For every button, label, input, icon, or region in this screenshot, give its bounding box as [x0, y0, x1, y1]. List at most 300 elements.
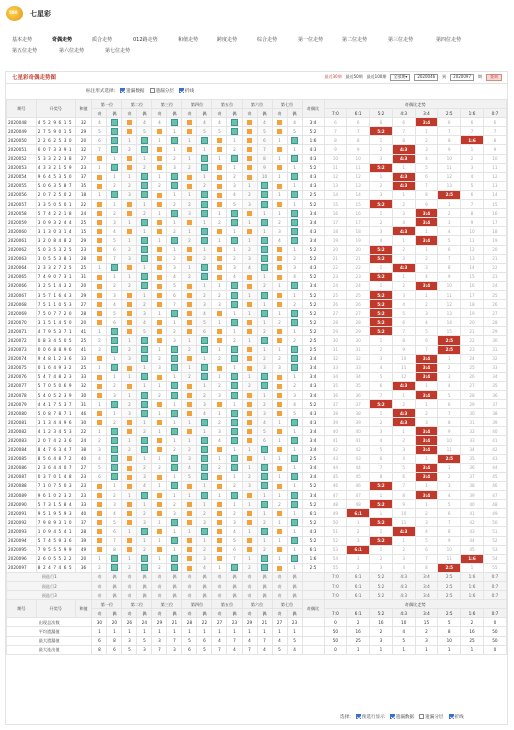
dist-cell: 1:6	[461, 572, 484, 581]
dist-cell: 31	[461, 418, 484, 427]
dist-cell: 5:2	[370, 572, 393, 581]
even-cell: 1	[137, 536, 152, 545]
dist-cell: 34	[324, 372, 347, 381]
dist-cell: 48	[347, 500, 370, 509]
odd-cell	[212, 472, 227, 481]
sum-cell: 27	[75, 154, 92, 163]
dist-cell: 45	[347, 472, 370, 481]
sum-cell: 25	[75, 218, 92, 227]
period-select[interactable]: 全部期 ▾	[390, 74, 410, 81]
draw-cell: 7 9 8 9 3 1 0	[36, 518, 75, 527]
recent50-link[interactable]: 最近50期	[345, 74, 363, 80]
odd-cell: 1	[272, 209, 287, 218]
sum-cell: 46	[75, 409, 92, 418]
filter-missing-layer[interactable]: 遗漏分层	[150, 88, 174, 95]
nav-link[interactable]: 第五位走势	[12, 47, 38, 54]
even-cell: 1	[287, 481, 302, 490]
dist-hit-cell: 5:2	[370, 290, 393, 299]
ratio-cell: 3:4	[302, 391, 324, 400]
odd-cell	[242, 281, 257, 290]
even-cell	[227, 491, 242, 500]
even-cell	[137, 145, 152, 154]
table-row	[7, 272, 507, 281]
period-controls	[325, 74, 503, 81]
filter-line[interactable]: 折线	[179, 88, 194, 95]
odd-cell: 2	[242, 190, 257, 199]
even-cell: 5	[137, 327, 152, 336]
nav-link[interactable]: 第六位走势	[59, 47, 85, 54]
sum-cell: 29	[75, 290, 92, 299]
footer-header-row	[7, 600, 507, 609]
dist-cell: 11	[483, 163, 506, 172]
dist-hit-cell: 4:3	[392, 409, 415, 418]
odd-cell: 2	[182, 272, 197, 281]
dist-hit-cell: 5:2	[370, 300, 393, 309]
dist-cell: 2	[438, 363, 461, 372]
dist-cell: 11	[438, 163, 461, 172]
even-header: 偶	[227, 609, 242, 618]
draw-cell: 3 0 9 3 2 4 4	[36, 218, 75, 227]
odd-cell	[212, 518, 227, 527]
from-issue-input[interactable]: 2020046	[414, 74, 438, 81]
issue-cell: 2020086	[7, 463, 37, 472]
even-cell: 5	[107, 309, 122, 318]
recent30-link[interactable]: 最近30期	[324, 74, 342, 80]
odd-cell: 奇	[212, 591, 227, 600]
odd-cell	[212, 190, 227, 199]
summary-cell: 6	[107, 645, 122, 654]
summary-cell: 21	[167, 618, 182, 627]
ratio-cell: 3:4	[302, 363, 324, 372]
odd-cell: 3	[272, 227, 287, 236]
dist-cell: 43	[483, 454, 506, 463]
odd-cell	[122, 472, 137, 481]
to-issue-input[interactable]: 2020097	[450, 74, 474, 81]
opt-line[interactable]: 折线	[449, 714, 464, 721]
dist-cell: 2	[415, 409, 438, 418]
ratio-cell: 3:4	[302, 236, 324, 245]
even-header: 偶	[227, 109, 242, 118]
ratio-cell: 5:2	[302, 309, 324, 318]
even-cell: 6	[167, 290, 182, 299]
preselect-label: 预选行2	[7, 581, 92, 590]
even-cell: 偶	[137, 572, 152, 581]
dist-cell: 4	[438, 381, 461, 390]
dist-cell: 15	[324, 200, 347, 209]
nav-link[interactable]: 第三位走势	[388, 36, 414, 43]
nav-link[interactable]: 跨度走势	[217, 36, 238, 43]
odd-cell: 2	[272, 500, 287, 509]
nav-link[interactable]: 第一位走势	[298, 36, 324, 43]
dist-col-header: 7:0	[324, 609, 347, 618]
even-cell	[167, 427, 182, 436]
nav-link[interactable]: 综合走势	[257, 36, 278, 43]
odd-cell: 1	[92, 263, 107, 272]
even-header: 偶	[107, 609, 122, 618]
issue-cell: 2020089	[7, 491, 37, 500]
odd-cell: 4	[182, 463, 197, 472]
dist-cell: 1	[392, 163, 415, 172]
dist-cell: 7	[415, 181, 438, 190]
odd-cell	[182, 290, 197, 299]
ratio-cell: 3:4	[302, 354, 324, 363]
ratio-cell: 5:2	[302, 245, 324, 254]
even-cell	[227, 372, 242, 381]
summary-cell: 3	[167, 645, 182, 654]
even-cell: 偶	[137, 591, 152, 600]
summary-cell: 10	[392, 618, 415, 627]
dist-cell: 21	[324, 254, 347, 263]
dist-cell: 3	[415, 145, 438, 154]
dist-cell: 46	[324, 481, 347, 490]
table-row	[7, 200, 507, 209]
dist-cell: 3	[438, 481, 461, 490]
even-cell	[167, 391, 182, 400]
summary-cell: 7	[227, 636, 242, 645]
dist-cell: 4	[461, 172, 484, 181]
odd-cell: 2	[122, 181, 137, 190]
even-cell: 偶	[287, 572, 302, 581]
dist-cell: 28	[461, 391, 484, 400]
odd-cell	[92, 381, 107, 390]
app-title: 七星彩	[30, 10, 51, 18]
sum-cell: 22	[75, 200, 92, 209]
odd-cell: 1	[242, 500, 257, 509]
preselect-label: 预选行1	[7, 572, 92, 581]
odd-cell	[212, 263, 227, 272]
sum-cell: 27	[75, 300, 92, 309]
summary-cell: 50	[483, 636, 506, 645]
even-cell	[257, 481, 272, 490]
dist-cell: 10	[461, 227, 484, 236]
dist-cell: 6	[461, 190, 484, 199]
opt-show-preselect[interactable]: 预选行显示	[356, 714, 385, 721]
dist-cell: 5	[438, 236, 461, 245]
odd-cell: 奇	[122, 581, 137, 590]
dist-hit-cell: 2:5	[438, 563, 461, 572]
preselect-row[interactable]	[7, 581, 507, 590]
dist-cell: 7	[370, 391, 393, 400]
dist-cell: 7:0	[324, 572, 347, 581]
query-button[interactable]: 查询	[486, 74, 502, 81]
ratio-cell: 3:4	[302, 436, 324, 445]
even-cell	[167, 236, 182, 245]
odd-cell: 1	[182, 190, 197, 199]
draw-cell: 3 3 5 0 5 0 1	[36, 200, 75, 209]
summary-cell: 27	[212, 618, 227, 627]
dist-cell: 30	[461, 409, 484, 418]
dist-cell: 8	[392, 336, 415, 345]
even-cell: 1	[137, 418, 152, 427]
even-header: 偶	[137, 109, 152, 118]
dist-cell: 6	[370, 454, 393, 463]
even-cell	[257, 527, 272, 536]
even-cell	[227, 218, 242, 227]
summary-cell: 7	[257, 636, 272, 645]
recent100-link[interactable]: 最近100期	[366, 74, 387, 80]
odd-cell	[272, 409, 287, 418]
dist-cell: 7	[415, 345, 438, 354]
table-row	[7, 563, 507, 572]
dist-cell: 1	[392, 236, 415, 245]
odd-cell: 1	[242, 463, 257, 472]
summary-cell: 25	[461, 636, 484, 645]
sum-cell: 28	[75, 527, 92, 536]
dist-cell: 36	[483, 391, 506, 400]
odd-cell: 奇	[242, 591, 257, 600]
odd-cell	[242, 327, 257, 336]
ratio-cell: 4:3	[302, 263, 324, 272]
table-row	[7, 509, 507, 518]
odd-cell	[242, 163, 257, 172]
dist-hit-cell: 4:3	[392, 154, 415, 163]
issue-cell: 2020083	[7, 436, 37, 445]
dist-cell: 3	[415, 263, 438, 272]
dist-cell: 29	[483, 327, 506, 336]
dist-cell: 11	[392, 363, 415, 372]
dist-hit-cell: 4:3	[392, 527, 415, 536]
nav-link[interactable]: 第七位走势	[105, 47, 131, 54]
summary-cell: 15	[415, 618, 438, 627]
even-cell: 3	[167, 263, 182, 272]
odd-cell: 1	[122, 218, 137, 227]
odd-cell	[152, 281, 167, 290]
odd-cell: 3	[212, 300, 227, 309]
odd-cell	[272, 391, 287, 400]
dist-cell: 13	[324, 181, 347, 190]
filter-missing-data[interactable]: 遗漏数据	[120, 88, 144, 95]
dist-cell: 35	[324, 381, 347, 390]
dist-cell: 4	[392, 300, 415, 309]
even-cell: 偶	[287, 581, 302, 590]
odd-cell: 奇	[182, 591, 197, 600]
odd-cell	[152, 254, 167, 263]
dist-cell: 6:1	[347, 591, 370, 600]
dist-cell: 24	[483, 281, 506, 290]
summary-cell: 4	[392, 627, 415, 636]
sum-cell: 31	[75, 400, 92, 409]
even-cell	[197, 445, 212, 454]
dist-cell: 6	[461, 118, 484, 127]
dist-hit-cell: 6:1	[347, 545, 370, 554]
even-cell	[197, 454, 212, 463]
dist-cell: 39	[324, 418, 347, 427]
dist-cell: 25	[483, 290, 506, 299]
ratio-header: 奇偶比	[302, 100, 324, 118]
odd-cell	[122, 463, 137, 472]
even-cell	[257, 381, 272, 390]
odd-header: 奇	[242, 109, 257, 118]
even-header: 偶	[287, 109, 302, 118]
even-cell: 2	[287, 300, 302, 309]
summary-cell: 1	[461, 645, 484, 654]
even-cell: 1	[287, 290, 302, 299]
summary-cell: 10	[438, 636, 461, 645]
odd-cell: 1	[182, 363, 197, 372]
even-cell: 1	[167, 245, 182, 254]
dist-cell: 10	[483, 154, 506, 163]
nav-link[interactable]: 基本走势	[12, 36, 33, 43]
dist-cell: 41	[347, 436, 370, 445]
odd-cell: 2	[242, 245, 257, 254]
issue-cell: 2020062	[7, 245, 37, 254]
dist-cell: 18	[324, 227, 347, 236]
even-cell: 1	[137, 200, 152, 209]
nav-link[interactable]: 第四位走势	[436, 36, 462, 43]
odd-cell	[182, 481, 197, 490]
dist-cell: 1	[370, 409, 393, 418]
sum-cell: 20	[75, 554, 92, 563]
opt-missing-layer[interactable]: 遗漏分层	[419, 714, 443, 721]
dist-cell: 14	[438, 318, 461, 327]
odd-cell	[92, 545, 107, 554]
odd-cell	[182, 245, 197, 254]
draw-cell: 5 7 0 5 0 6 9	[36, 381, 75, 390]
dist-cell: 45	[324, 472, 347, 481]
even-cell	[287, 500, 302, 509]
even-cell	[167, 309, 182, 318]
dist-cell: 5	[392, 463, 415, 472]
odd-cell: 2	[212, 218, 227, 227]
odd-cell: 4	[272, 236, 287, 245]
dist-cell: 1	[370, 336, 393, 345]
app-header	[0, 0, 514, 30]
nav-link[interactable]: 012路走势	[133, 36, 158, 43]
even-cell	[137, 136, 152, 145]
table-row	[7, 545, 507, 554]
dist-cell: 14	[347, 190, 370, 199]
issue-cell: 2020072	[7, 336, 37, 345]
odd-cell: 1	[92, 327, 107, 336]
summary-cell: 50	[483, 627, 506, 636]
even-cell	[197, 363, 212, 372]
ratio-header: 奇偶比	[302, 600, 324, 618]
even-cell: 3	[257, 409, 272, 418]
odd-cell	[242, 536, 257, 545]
dist-cell: 37	[324, 400, 347, 409]
even-cell	[137, 491, 152, 500]
odd-cell	[212, 363, 227, 372]
dist-cell: 0:7	[483, 572, 506, 581]
dist-cell: 2	[438, 209, 461, 218]
odd-cell	[272, 263, 287, 272]
dist-cell: 2	[370, 418, 393, 427]
dist-cell: 44	[483, 463, 506, 472]
to-label: 到	[442, 74, 447, 80]
odd-cell	[272, 145, 287, 154]
dist-cell: 10	[438, 154, 461, 163]
ratio-cell: 4:3	[302, 154, 324, 163]
even-cell: 1	[137, 227, 152, 236]
odd-cell	[152, 327, 167, 336]
odd-cell	[92, 154, 107, 163]
preselect-row[interactable]	[7, 572, 507, 581]
table-row	[7, 381, 507, 390]
summary-cell: 27	[272, 618, 287, 627]
preselect-row[interactable]	[7, 591, 507, 600]
odd-cell	[152, 472, 167, 481]
odd-cell	[122, 481, 137, 490]
nav-link[interactable]: 奇偶走势	[52, 36, 73, 43]
dist-cell: 3	[415, 309, 438, 318]
even-cell: 偶	[257, 581, 272, 590]
even-cell	[287, 227, 302, 236]
dist-hit-cell: 6:1	[347, 509, 370, 518]
dist-cell: 29	[347, 327, 370, 336]
even-cell: 4	[107, 227, 122, 236]
even-cell: 1	[197, 145, 212, 154]
dist-hit-cell: 5:2	[370, 254, 393, 263]
dist-cell: 48	[324, 500, 347, 509]
even-cell: 4	[227, 527, 242, 536]
table-row	[7, 136, 507, 145]
summary-cell: 8	[107, 636, 122, 645]
dist-cell: 32	[483, 354, 506, 363]
ratio-cell: 3:4	[302, 218, 324, 227]
dist-cell: 54	[324, 554, 347, 563]
opt-missing-data[interactable]: 遗漏数据	[390, 714, 414, 721]
odd-cell	[92, 491, 107, 500]
ratio-cell: 4:3	[302, 181, 324, 190]
odd-cell	[242, 227, 257, 236]
sum-header: 和值	[75, 100, 92, 118]
bottom-label: 选择:	[340, 714, 351, 720]
odd-header: 奇	[242, 609, 257, 618]
draw-cell: 2 3 3 2 7 2 5	[36, 263, 75, 272]
dist-cell: 9	[461, 218, 484, 227]
even-cell: 2	[227, 254, 242, 263]
ratio-cell	[302, 581, 324, 590]
nav-link[interactable]: 第二位走势	[342, 36, 368, 43]
dist-cell: 5:2	[370, 581, 393, 590]
even-cell: 4	[287, 272, 302, 281]
odd-cell: 1	[152, 172, 167, 181]
odd-cell	[212, 145, 227, 154]
ratio-cell: 3:4	[302, 491, 324, 500]
sum-cell: 18	[75, 190, 92, 199]
checkbox-icon	[419, 714, 424, 719]
dist-cell: 18	[347, 227, 370, 236]
even-cell: 6	[107, 245, 122, 254]
even-cell: 3	[197, 518, 212, 527]
odd-cell: 2	[92, 436, 107, 445]
odd-cell	[272, 445, 287, 454]
dist-cell: 2	[415, 509, 438, 518]
even-cell: 2	[137, 463, 152, 472]
odd-cell: 1	[272, 554, 287, 563]
dist-hit-cell: 5:2	[370, 536, 393, 545]
even-cell: 7	[167, 300, 182, 309]
dist-cell: 14	[324, 190, 347, 199]
dist-cell: 10	[438, 281, 461, 290]
odd-header: 奇	[92, 609, 107, 618]
odd-cell: 2	[122, 445, 137, 454]
nav-link[interactable]: 和值走势	[178, 36, 199, 43]
nav-link[interactable]: 质合走势	[92, 36, 113, 43]
summary-cell: 7	[167, 636, 182, 645]
odd-cell	[152, 145, 167, 154]
dist-cell: 1	[392, 272, 415, 281]
odd-cell	[212, 200, 227, 209]
odd-cell	[92, 536, 107, 545]
odd-cell	[182, 500, 197, 509]
draw-cell: 2 7 5 9 0 1 5	[36, 127, 75, 136]
odd-cell	[242, 363, 257, 372]
dist-cell: 10	[324, 154, 347, 163]
issue-cell: 2020081	[7, 418, 37, 427]
table-row	[7, 463, 507, 472]
even-cell	[137, 272, 152, 281]
